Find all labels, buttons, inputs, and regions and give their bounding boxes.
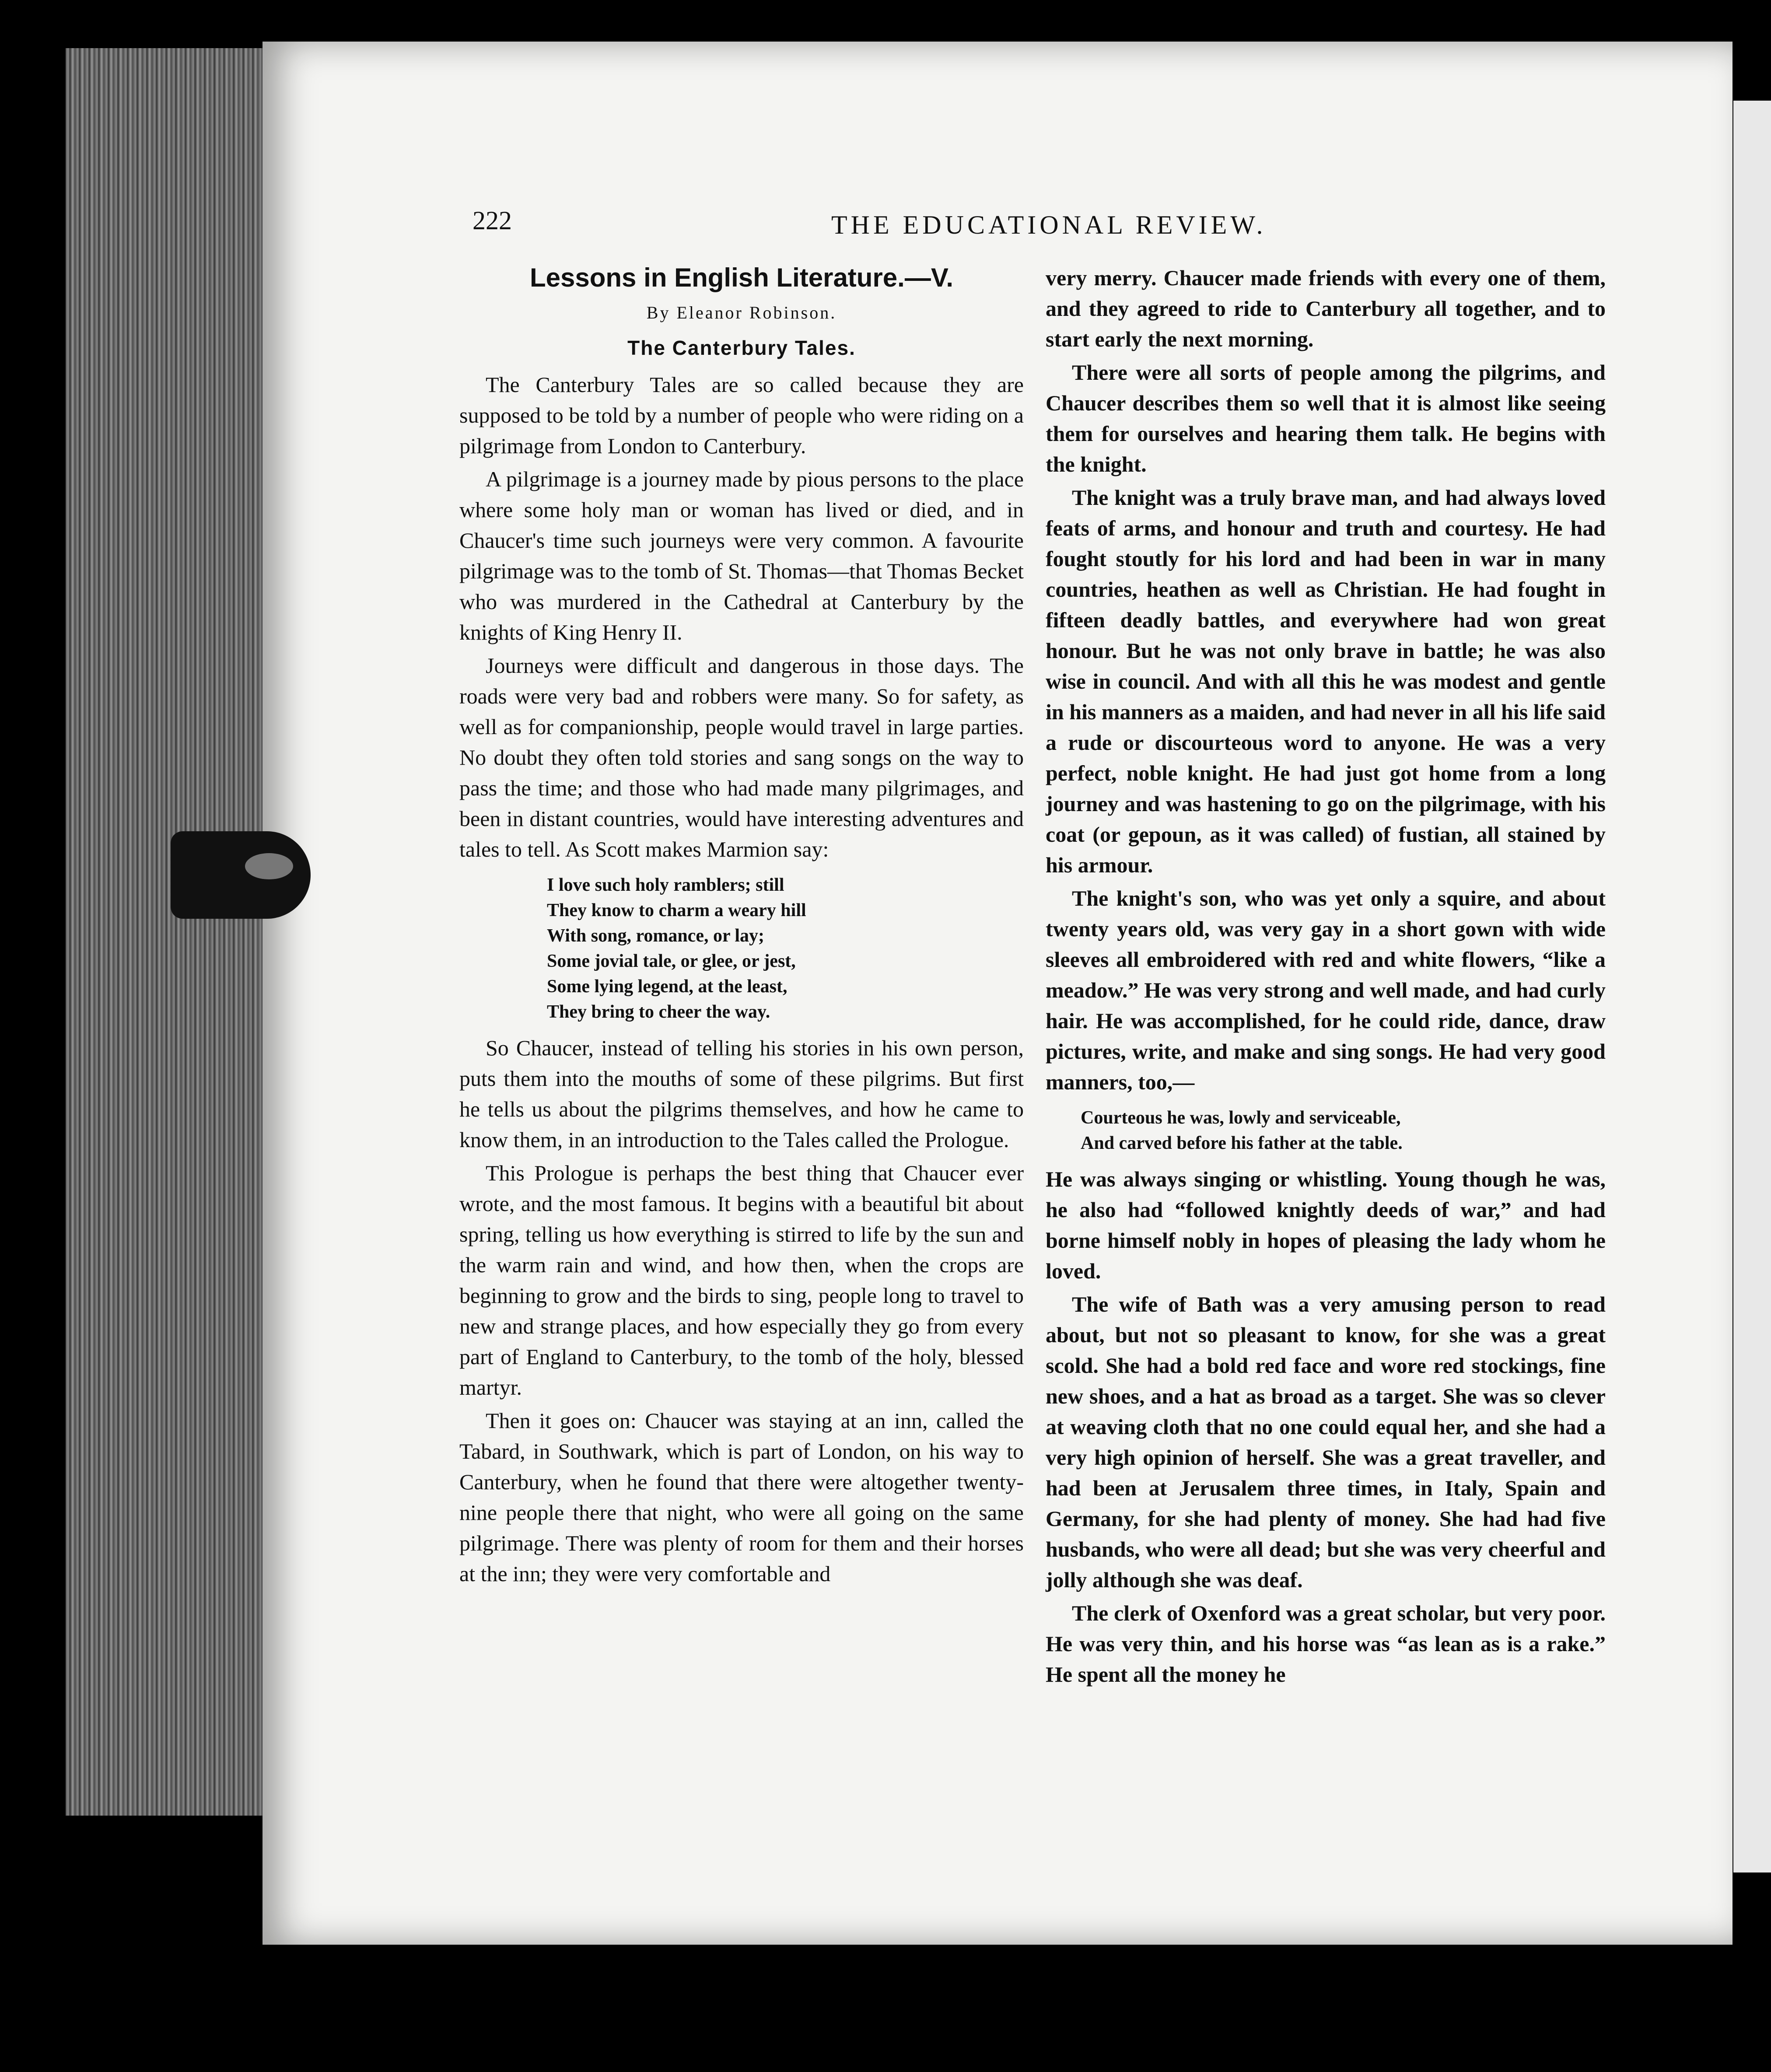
verse-line: Courteous he was, lowly and serviceable, xyxy=(1081,1108,1401,1128)
paragraph: The Canterbury Tales are so called because they are supposed to be told by a number of people who were riding on a pilgrimage from London to Canterbury. xyxy=(459,372,1024,458)
paragraph: Then it goes on: Chaucer was staying at an inn, called the Tabard, in Southwark, which is part of London, on his way to Canterbury, when he found that there were altogether twenty-nine people there that night, who were all going on the same pilgrimage. There was plenty of room for them and their horses at the inn; they were very comfortable and xyxy=(459,1408,1024,1586)
paragraph: There were all sorts of people among the pilgrims, and Chaucer describes them so well that it is almost like seeing them for ourselves and hearing them talk. He begins with the knight. xyxy=(1046,360,1606,476)
book-page-edges xyxy=(66,48,271,1816)
paragraph: The wife of Bath was a very amusing person to read about, but not so pleasant to know, for she was a great scold. She had a bold red face and wore red stockings, fine new shoes, and a hat as broad as a target. She was so clever at weaving cloth that no one could equal her, and she had a very high opinion of herself. She was a great traveller, and had been at Jerusalem three times, in Italy, Spain and Germany, for she had plenty of money. She had had five husbands, who were all dead; but she was very cheerful and jolly although she was deaf. xyxy=(1046,1292,1606,1592)
verse-line: They bring to cheer the way. xyxy=(547,1002,770,1022)
article-title: Lessons in English Literature.—V. xyxy=(529,263,954,292)
paragraph: The clerk of Oxenford was a great scholar, but very poor. He was very thin, and his horse was “as lean as is a rake.” He spent all the money he xyxy=(1046,1601,1606,1687)
article-subtitle: The Canterbury Tales. xyxy=(627,336,856,359)
marmion-verse xyxy=(547,872,1024,1025)
right-column xyxy=(1046,262,1606,1692)
paragraph: This Prologue is perhaps the best thing that Chaucer ever wrote, and the most famous. It begins with a beautiful bit about spring, telling us how everything is stirred to life by the sun and the warm rain and wind, and how then, when the crops are beginning to grow and the birds to sing, people long to travel to new and strange places, and how especially they go from every part of England to Canterbury, to the tomb of the holy, blessed martyr. xyxy=(459,1161,1024,1400)
paragraph: Journeys were difficult and dangerous in those days. The roads were very bad and robbers were many. So for safety, as well as for companionship, people would travel in large parties. No doubt they often told stories and sang songs on the way to pass the time; and those who had made many pilgrimages, and been in distant countries, would have interesting adventures and tales to tell. As Scott makes Marmion say: xyxy=(459,653,1024,861)
verse-line: I love such holy ramblers; still xyxy=(547,875,784,895)
paragraph: A pilgrimage is a journey made by pious persons to the place where some holy man or woman has lived or died, and in Chaucer's time such journeys were very common. A favourite pilgrimage was to the tomb of St. Thomas—that Thomas Becket who was murdered in the Cathedral at Canterbury by the knights of King Henry II. xyxy=(459,467,1024,644)
running-head xyxy=(472,206,1610,254)
thumb-holding-page xyxy=(171,831,311,919)
squire-verse xyxy=(1081,1105,1606,1156)
paragraph: very merry. Chaucer made friends with every one of them, and they agreed to ride to Canterbury all together, and to start early the next morning. xyxy=(1046,266,1606,351)
verse-line: And carved before his father at the table. xyxy=(1081,1133,1403,1153)
paragraph: The knight's son, who was yet only a squire, and about twenty years old, was very gay in a short gown with wide sleeves all embroidered with red and white flowers, “like a meadow.” He was very strong and well made, and had curly hair. He was accomplished, for he could ride, dance, draw pictures, write, and make and sing songs. He had very good manners, too,— xyxy=(1046,886,1606,1094)
page-number: 222 xyxy=(472,206,512,235)
article-byline: By Eleanor Robinson. xyxy=(646,303,837,322)
verse-line: Some jovial tale, or glee, or jest, xyxy=(547,951,796,971)
journal-title: THE EDUCATIONAL REVIEW. xyxy=(831,210,1267,239)
paragraph: The knight was a truly brave man, and had always loved feats of arms, and honour and truth and courtesy. He had fought stoutly for his lord and had been in war in many countries, heathen as well as Christian. He had fought in fifteen deadly battles, and everywhere had won great honour. But he was not only brave in battle; he was also wise in council. And with all this he was modest and gentle in his manners as a maiden, and had never in all his life said a rude or discourteous word to anyone. He was a very perfect, noble knight. He had just got home from a long journey and was hastening to go on the pilgrimage, with his coat (or gepoun, as it was called) of fustian, all stained by his armour. xyxy=(1046,485,1606,877)
left-column xyxy=(459,262,1024,1592)
facing-page-edge xyxy=(1733,101,1771,1872)
paragraph: So Chaucer, instead of telling his stories in his own person, puts them into the mouths of some of these pilgrims. But first he tells us about the pilgrims themselves, and how he came to know them, in an introduction to the Tales called the Prologue. xyxy=(459,1036,1024,1152)
verse-line: With song, romance, or lay; xyxy=(547,926,765,946)
paragraph: He was always singing or whistling. Young though he was, he also had “followed knightly deeds of war,” and had borne himself nobly in hopes of pleasing the lady whom he loved. xyxy=(1046,1167,1606,1283)
thumb-highlight xyxy=(245,853,293,879)
verse-line: They know to charm a weary hill xyxy=(547,900,806,920)
verse-line: Some lying legend, at the least, xyxy=(547,976,788,997)
